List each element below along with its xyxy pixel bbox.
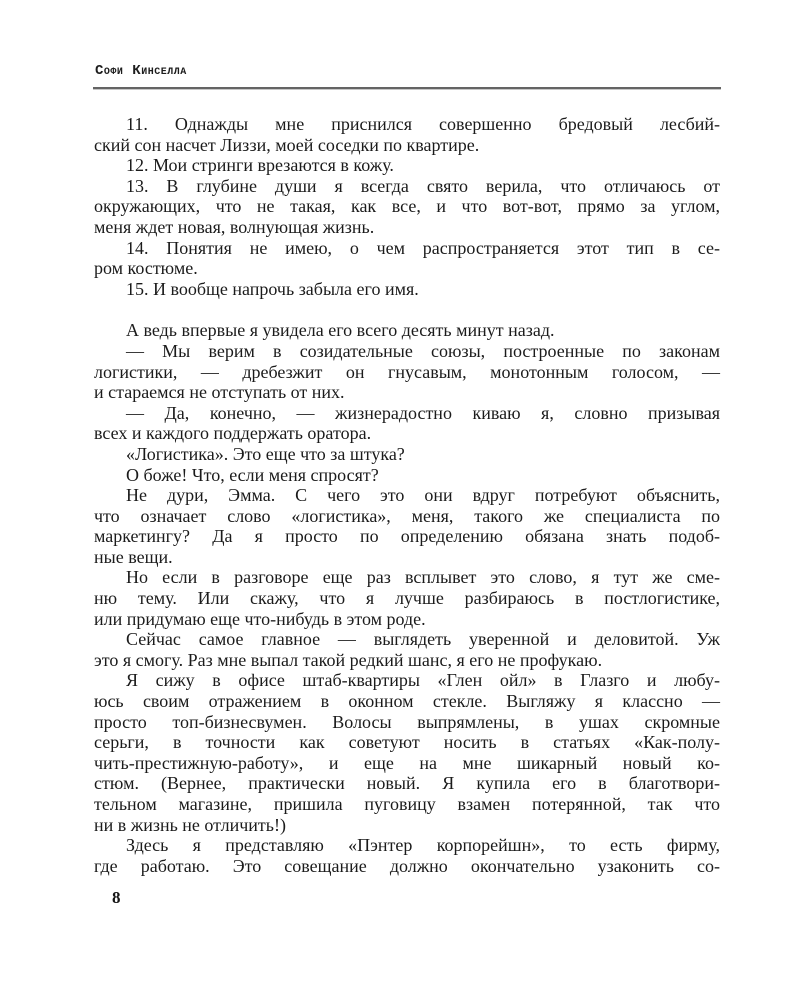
text-line: Не дури, Эмма. С чего это они вдруг потребуют объяснить,	[126, 485, 720, 506]
paragraph	[94, 444, 720, 465]
text-line: ные вещи.	[94, 546, 173, 567]
text-line: это я смогу. Раз мне выпал такой редкий шанс, я его не профукаю.	[94, 649, 603, 670]
text-line: или придумаю еще что-нибудь в этом роде.	[94, 608, 426, 629]
page-body-text	[94, 114, 720, 876]
text-line: Здесь я представляю «Пэнтер корпорейшн», то есть фирму,	[126, 835, 720, 856]
text-line: всех и каждого поддержать оратора.	[94, 423, 372, 444]
text-line: «Логистика». Это еще что за штука?	[126, 443, 405, 464]
paragraph	[94, 155, 720, 176]
text-line: окружающих, что не такая, как все, и что вот-вот, прямо за углом,	[94, 196, 720, 217]
text-line: — Да, конечно, — жизнерадостно киваю я, словно призывая	[126, 402, 720, 423]
text-line: Я сижу в офисе штаб-квартиры «Глен ойл» в Глазго и любу-	[126, 670, 720, 691]
text-line: 13. В глубине души я всегда свято верила, что отличаюсь от	[126, 175, 720, 196]
text-line: юсь своим отражением в оконном стекле. Выгляжу я классно —	[94, 691, 720, 712]
paragraph	[94, 238, 720, 279]
paragraph	[94, 835, 720, 876]
text-line: Но если в разговоре еще раз всплывет это слово, я тут же сме-	[126, 567, 720, 588]
paragraph	[94, 176, 720, 238]
text-line: 15. И вообще напрочь забыла его имя.	[126, 278, 419, 299]
text-line: чить-престижную-работу», и еще на мне шикарный новый ко-	[94, 752, 720, 773]
paragraph	[94, 114, 720, 155]
text-line: 11. Однажды мне приснился совершенно бредовый лесбий-	[126, 114, 720, 134]
text-line: серьги, в точности как советуют носить в статьях «Как-полу-	[94, 732, 720, 753]
text-line: А ведь впервые я увидела его всего десять минут назад.	[126, 320, 555, 341]
header-rule-divider	[93, 87, 721, 90]
text-line: — Мы верим в созидательные союзы, построенные по законам	[126, 340, 720, 361]
paragraph	[94, 341, 720, 403]
text-line: ский сон насчет Лиззи, моей соседки по квартире.	[94, 134, 480, 155]
running-header-author: Софи Кинселла	[95, 63, 187, 79]
text-line: просто топ-бизнесвумен. Волосы выпрямлены, в ушах скромные	[94, 711, 720, 732]
paragraph	[94, 567, 720, 629]
text-line: Сейчас самое главное — выглядеть уверенной и деловитой. Уж	[126, 629, 720, 650]
paragraph	[94, 465, 720, 486]
text-line: и стараемся не отступать от них.	[94, 382, 345, 403]
paragraph	[94, 403, 720, 444]
text-line: 14. Понятия не имею, о чем распространяется этот тип в се-	[126, 237, 720, 258]
text-line: меня ждет новая, волнующая жизнь.	[94, 216, 375, 237]
text-line: маркетингу? Да я просто по определению обязана знать подоб-	[94, 526, 720, 547]
text-line: 12. Мои стринги врезаются в кожу.	[126, 155, 394, 176]
text-line: стюм. (Вернее, практически новый. Я купила его в благотвори-	[94, 773, 720, 794]
paragraph	[94, 670, 720, 835]
text-line: что означает слово «логистика», меня, такого же специалиста по	[94, 505, 720, 526]
paragraph	[94, 629, 720, 670]
paragraph	[94, 320, 720, 341]
text-line: ром костюме.	[94, 258, 198, 279]
paragraph	[94, 485, 720, 567]
text-line: ни в жизнь не отличить!)	[94, 814, 286, 835]
text-line: логистики, — дребезжит он гнусавым, монотонным голосом, —	[94, 361, 720, 382]
page-number: 8	[112, 888, 121, 907]
text-line: О боже! Что, если меня спросят?	[126, 464, 379, 485]
text-line: тельном магазине, пришила пуговицу взамен потерянной, так что	[94, 794, 720, 814]
text-line: где работаю. Это совещание должно окончательно узаконить со-	[94, 855, 720, 876]
text-line: ню тему. Или скажу, что я лучше разбираюсь в постлогистике,	[94, 588, 720, 609]
paragraph	[94, 279, 720, 300]
